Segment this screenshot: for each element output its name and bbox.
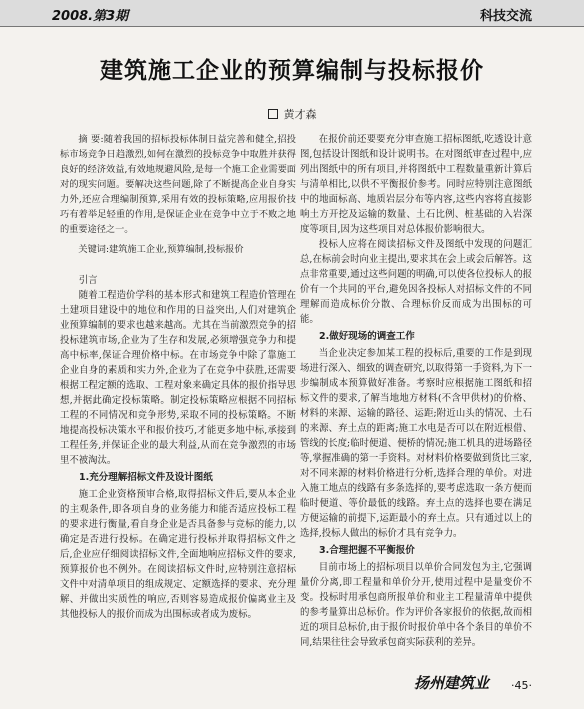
magazine-logo: 扬州建筑业 bbox=[413, 674, 489, 692]
article-title: 建筑施工企业的预算编制与投标报价 bbox=[100, 58, 484, 84]
section-1-paragraph-2: 在报价前还要要充分审查施工招标图纸,吃透设计意图,包括设计图纸和设计说明书。在对图纸审查过程中,应列出图纸中的所有项目,并将图纸中工程数量重新计算后与清单相比,以供不平衡报价参考。同时应特别注意图纸中的地面标高、地质岩层分布等内容,这些内容将直接影响土方开挖及运输的数量、土石比例、桩基础的入岩深度等项目,因为这些项目对总体报价影响很大。 bbox=[300, 134, 532, 235]
section-1-paragraph-3: 投标人应将在阅读招标文件及图纸中发现的问题汇总,在标前会时向业主提出,要求其在会上或会后解答。这点非常重要,通过这些问题的明确,可以使各位投标人的报价有一个共同的平台,避免因各投标人对招标文件的不同理解而造成标价分散、合理标价反而成为出围标的可能。 bbox=[300, 239, 532, 325]
section-3-heading: 3.合理把握不平衡报价 bbox=[319, 545, 415, 556]
section-1-heading: 1.充分理解招标文件及设计图纸 bbox=[79, 472, 213, 483]
section-2-paragraph-1: 当企业决定参加某工程的投标后,重要的工作是到现场进行深入、细致的调查研究,以取得第一手资料,为下一步编制成本预算做好准备。考察时应根据施工图纸和招标文件的要求,了解当地地方材料(不含甲供材)的价格、材料的来源、运输的路径、运距;附近山头的情况、土石的来源、弃土点的距离;施工水电是否可以在附近根借、管线的长度;临时便道、便桥的情况;施工机具的进场路径等,掌握准确的第一手资料。对材料价格要做到货比三家,对不同来源的材料价格进行分析,选择合理的单价。对进入施工地点的线路有多条选择的,要考虑选取一条方便而临时便道、等价最低的线路。弃土点的选择也要在满足方便运输的前提下,运距最小的弃土点。只有通过以上的选择,投标人做出的标价才具有竞争力。 bbox=[300, 348, 532, 539]
section-3-paragraph-1: 目前市场上的招标项目以单价合同发包为主,它强调量价分离,即工程量和单价分开,使用过程中是量变价不变。投标时用承包商所报单价和业主工程量清单中提供的参考量算出总标价。作为评价各家报价的依据,故而相近的项目总标价,由于报价时报价单中各个条目的单价不同,结果往往会导致承包商实际获利的差异。 bbox=[300, 562, 532, 648]
intro-label: 引言 bbox=[78, 275, 98, 286]
abstract-text: 摘 要:随着我国的招标投标体制日益完善和健全,招投标市场竞争日趋激烈,如何在激烈的投标竞争中取胜并获得良好的经济效益,有效地规避风险,是每一个施工企业需要面对的现实问题。要解决这些问题,除了不断提高企业自身实力外,还应合理编制预算,采用有效的投标策略,应用报价技巧有着举足轻重的作用,是保证企业在竞争中立于不败之地的重要途径之一。 bbox=[60, 134, 296, 235]
column-name: 科技交流 bbox=[479, 9, 532, 24]
right-column bbox=[300, 132, 532, 650]
section-2-heading: 2.做好现场的调查工作 bbox=[319, 331, 415, 342]
keywords: 关键词:建筑施工企业,预算编制,投标报价 bbox=[78, 244, 244, 255]
author-name: 黄才森 bbox=[283, 108, 317, 121]
page-header bbox=[0, 0, 584, 27]
left-column bbox=[60, 132, 296, 622]
page-number: ·45· bbox=[511, 679, 532, 692]
author-line bbox=[0, 106, 584, 122]
issue-label: 2008.第3期 bbox=[52, 9, 129, 24]
section-1-paragraph-1: 施工企业资格预审合格,取得招标文件后,要从本企业的主观条件,即各项自身的业务能力和能否适应投标工程的要求进行衡量,看自身企业是否具备参与竞标的能力,以确定是否进行投标。在确定进行投标并取得招标文件之后,企业应仔细阅读招标文件,全面地响应招标文件的要求,预算报价也不例外。在阅读招标文件时,应特别注意招标文件中对清单项目的组成规定、定额选择的要求、充分理解、并做出实质性的响应,否则容易造成报价偏离业主及其他投标人的报价而成为出围标或者成为废标。 bbox=[60, 489, 296, 620]
abstract bbox=[60, 132, 296, 237]
square-bullet-icon bbox=[268, 109, 278, 119]
intro-paragraph: 随着工程造价学科的基本形式和建筑工程造价管理在土建项目建设中的地位和作用的日益突出,人们对建筑企业预算编制的要求也越来越高。尤其在当前激烈竞争的招投标建筑市场,企业为了生存和发展,必须增强竞争力和提高中标率,保证合理价格中标。在市场竞争中除了靠施工企业自身的素质和实力外,企业为了在竞争中获胜,还需要根据工程定额的选取、工程对象来确定具体的报价指导思想,并据此确定投标策略。制定投标策略应根据不同招标工程的不同情况和竞争形势,采取不同的投标策略。不断地提高投标决策水平和报价技巧,才能更多地中标,承接到工程任务,并保证企业的最大利益,从而在竞争激烈的市场里不被淘汰。 bbox=[60, 290, 296, 466]
